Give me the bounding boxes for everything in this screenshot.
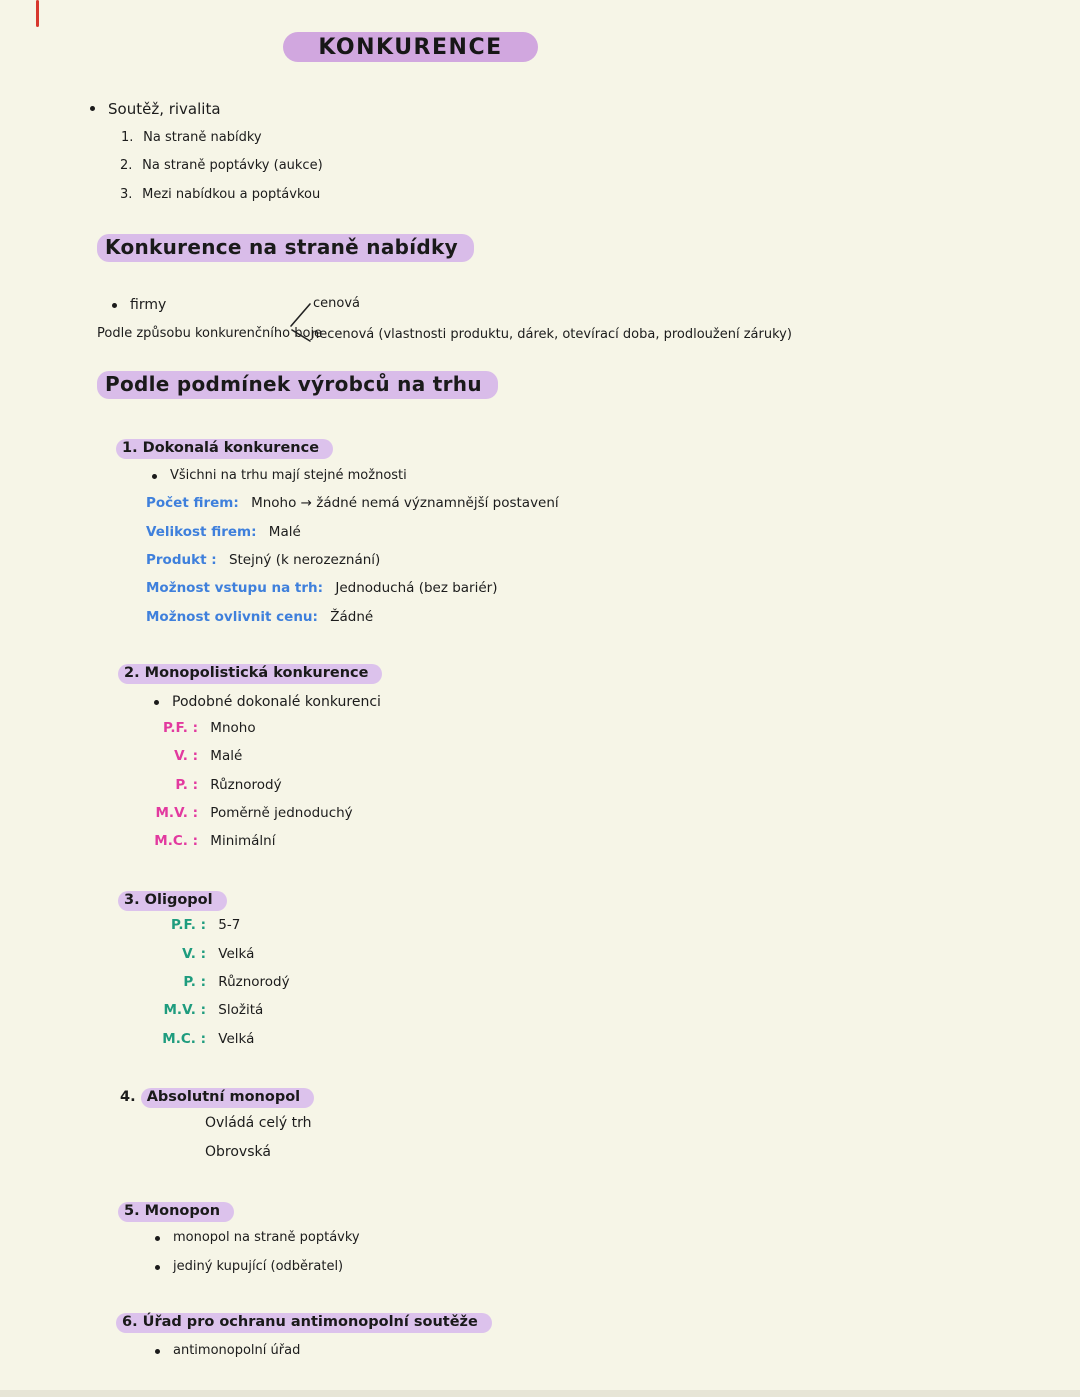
bullet-dot-icon	[154, 700, 159, 705]
item-text: Na straně nabídky	[143, 130, 262, 145]
attribute-row: P. : Různorodý	[175, 777, 282, 793]
bullet-dot-icon	[155, 1236, 160, 1241]
section-6-bullet: antimonopolní úřad	[155, 1343, 300, 1358]
section-1-title	[116, 437, 333, 456]
attribute-row: Počet firem: Mnoho → žádné nemá významnější postavení	[146, 495, 559, 511]
section-number: 4.	[120, 1089, 136, 1105]
section-number: 2.	[124, 665, 140, 681]
intro-item-3	[120, 187, 320, 202]
item-number: 2.	[120, 158, 133, 173]
item-number: 3.	[120, 187, 133, 202]
section-5-bullet: jediný kupující (odběratel)	[155, 1259, 343, 1274]
section-2-bullet: Podobné dokonalé konkurenci	[154, 694, 381, 710]
section-title-text: Úřad pro ochranu antimonopolní soutěže	[142, 1314, 478, 1330]
page-bottom-edge	[0, 1390, 1080, 1397]
section-5-bullet: monopol na straně poptávky	[155, 1230, 360, 1245]
heading-conditions-text: Podle podmínek výrobců na trhu	[97, 371, 498, 399]
attribute-row: V. : Velká	[182, 946, 255, 962]
item-text: Na straně poptávky (aukce)	[142, 158, 323, 173]
red-pen-mark	[36, 0, 39, 27]
section-5-title	[118, 1200, 234, 1219]
attribute-row: P.F. : Mnoho	[162, 720, 256, 736]
intro-item-1	[121, 130, 262, 145]
section-number: 3.	[124, 892, 140, 908]
section-title-text: Monopolistická konkurence	[144, 665, 369, 681]
section-title-text: Oligopol	[144, 892, 213, 908]
attribute-row: Velikost firem: Malé	[146, 524, 301, 540]
section-1-bullet: Všichni na trhu mají stejné možnosti	[152, 468, 407, 483]
branch-lower-label: necenová (vlastnosti produktu, dárek, otevírací doba, prodloužení záruky)	[311, 327, 792, 342]
bullet-dot-icon	[90, 106, 95, 111]
section-6-title	[116, 1311, 492, 1330]
firmy-text: firmy	[130, 297, 167, 313]
item-text: Mezi nabídkou a poptávkou	[142, 187, 321, 202]
attribute-row: Možnost vstupu na trh: Jednoduchá (bez bariér)	[146, 580, 498, 596]
branch-root-label: Podle způsobu konkurenčního boje	[97, 326, 323, 341]
section-number: 6.	[122, 1314, 138, 1330]
attribute-row: M.V. : Složitá	[163, 1002, 264, 1018]
section-title-text: Monopon	[144, 1203, 221, 1219]
section-number: 1.	[122, 440, 138, 456]
attribute-row: Produkt : Stejný (k nerozeznání)	[146, 552, 381, 568]
attribute-row: P.F. : 5-7	[170, 917, 241, 933]
heading-supply	[97, 235, 474, 259]
attribute-row: Možnost ovlivnit cenu: Žádné	[146, 609, 374, 625]
heading-conditions	[97, 372, 498, 396]
attribute-row: M.C. : Velká	[162, 1031, 255, 1047]
section-title-text: Dokonalá konkurence	[142, 440, 320, 456]
item-number: 1.	[121, 130, 134, 145]
firmy-bullet-line	[112, 297, 166, 313]
intro-bullet-line	[90, 100, 221, 118]
branch-upper-label: cenová	[313, 296, 360, 311]
section-number: 5.	[124, 1203, 140, 1219]
intro-bullet-text: Soutěž, rivalita	[108, 100, 221, 118]
attribute-row: M.C. : Minimální	[154, 833, 276, 849]
page-title: KONKURENCE	[283, 32, 538, 62]
section-4-title	[120, 1086, 314, 1105]
section-4-line: Obrovská	[205, 1144, 271, 1160]
section-4-line: Ovládá celý trh	[205, 1115, 312, 1131]
section-title-text: Absolutní monopol	[141, 1088, 314, 1108]
heading-supply-text: Konkurence na straně nabídky	[97, 234, 474, 262]
bullet-dot-icon	[152, 474, 157, 479]
attribute-row: V. : Malé	[174, 748, 243, 764]
bullet-dot-icon	[155, 1349, 160, 1354]
bullet-dot-icon	[155, 1265, 160, 1270]
attribute-row: M.V. : Poměrně jednoduchý	[155, 805, 353, 821]
section-2-title	[118, 662, 382, 681]
attribute-row: P. : Různorodý	[183, 974, 290, 990]
intro-item-2	[120, 158, 323, 173]
bullet-dot-icon	[112, 303, 117, 308]
section-3-title	[118, 889, 227, 908]
